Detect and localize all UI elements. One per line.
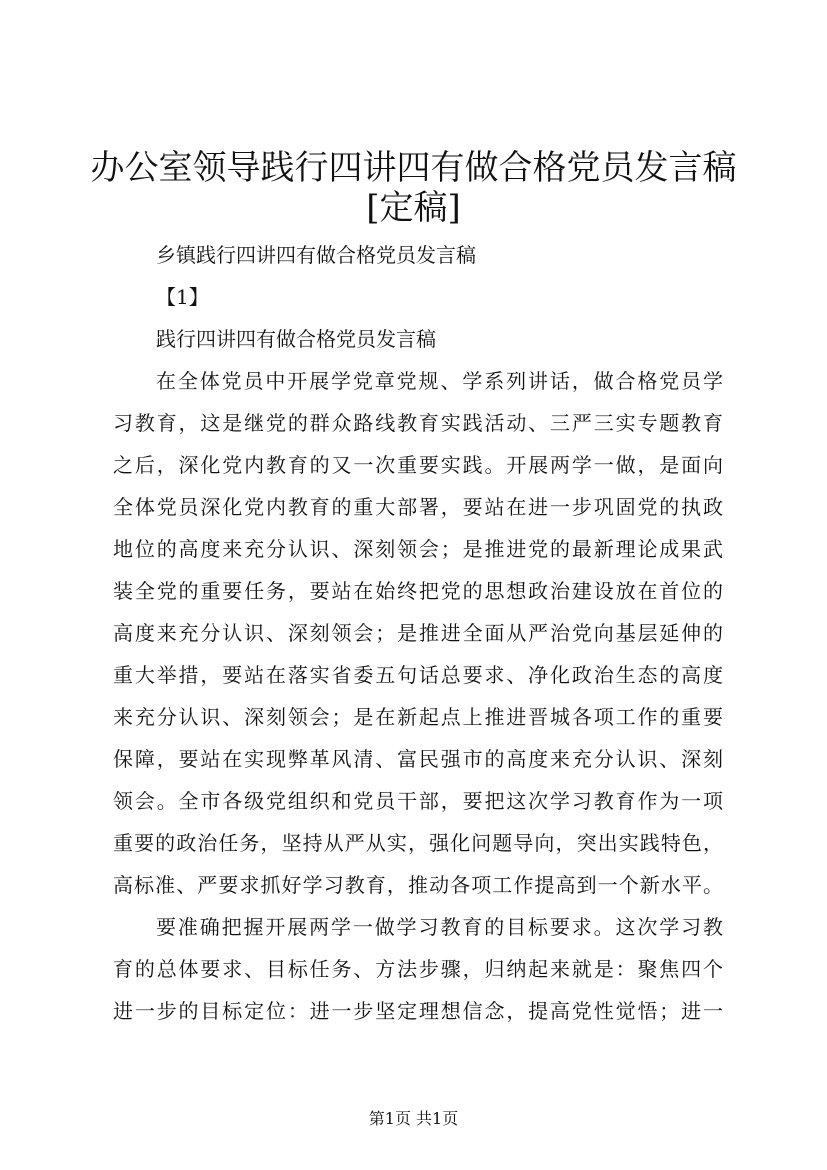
- document-title-suffix: [定稿]: [366, 188, 461, 228]
- paragraph-line: 进一步的目标定位：进一步坚定理想信念，提高党性觉悟；进一: [113, 999, 723, 1023]
- paragraph-line: 要准确把握开展两学一做学习教育的目标要求。这次学习教: [156, 915, 723, 939]
- section-heading: 践行四讲四有做合格党员发言稿: [156, 327, 436, 351]
- subtitle: 乡镇践行四讲四有做合格党员发言稿: [156, 243, 476, 267]
- paragraph-line: 保障，要站在实现弊革风清、富民强市的高度来充分认识、深刻: [113, 747, 723, 771]
- paragraph-line: 之后，深化党内教育的又一次重要实践。开展两学一做，是面向: [113, 453, 723, 477]
- paragraph-line: 在全体党员中开展学党章党规、学系列讲话，做合格党员学: [156, 369, 723, 393]
- paragraph-line: 来充分认识、深刻领会；是在新起点上推进晋城各项工作的重要: [113, 705, 723, 729]
- paragraph-line: 装全党的重要任务，要站在始终把党的思想政治建设放在首位的: [113, 579, 723, 603]
- paragraph-line: 高度来充分认识、深刻领会；是推进全面从严治党向基层延伸的: [113, 621, 723, 645]
- page-footer: 第1页 共1页: [368, 1109, 459, 1128]
- paragraph-line: 高标准、严要求抓好学习教育，推动各项工作提高到一个新水平。: [113, 873, 723, 897]
- paragraph-line: 领会。全市各级党组织和党员干部，要把这次学习教育作为一项: [113, 789, 723, 813]
- paragraph-line: 习教育，这是继党的群众路线教育实践活动、三严三实专题教育: [113, 411, 723, 435]
- paragraph-line: 育的总体要求、目标任务、方法步骤，归纳起来就是：聚焦四个: [113, 957, 723, 981]
- paragraph-line: 重要的政治任务，坚持从严从实，强化问题导向，突出实践特色，: [113, 831, 723, 855]
- section-marker: 【1】: [156, 285, 209, 309]
- paragraph-line: 全体党员深化党内教育的重大部署，要站在进一步巩固党的执政: [113, 495, 723, 519]
- paragraph-line: 地位的高度来充分认识、深刻领会；是推进党的最新理论成果武: [113, 537, 723, 561]
- paragraph-line: 重大举措，要站在落实省委五句话总要求、净化政治生态的高度: [113, 663, 723, 687]
- document-title: 办公室领导践行四讲四有做合格党员发言稿: [90, 148, 737, 188]
